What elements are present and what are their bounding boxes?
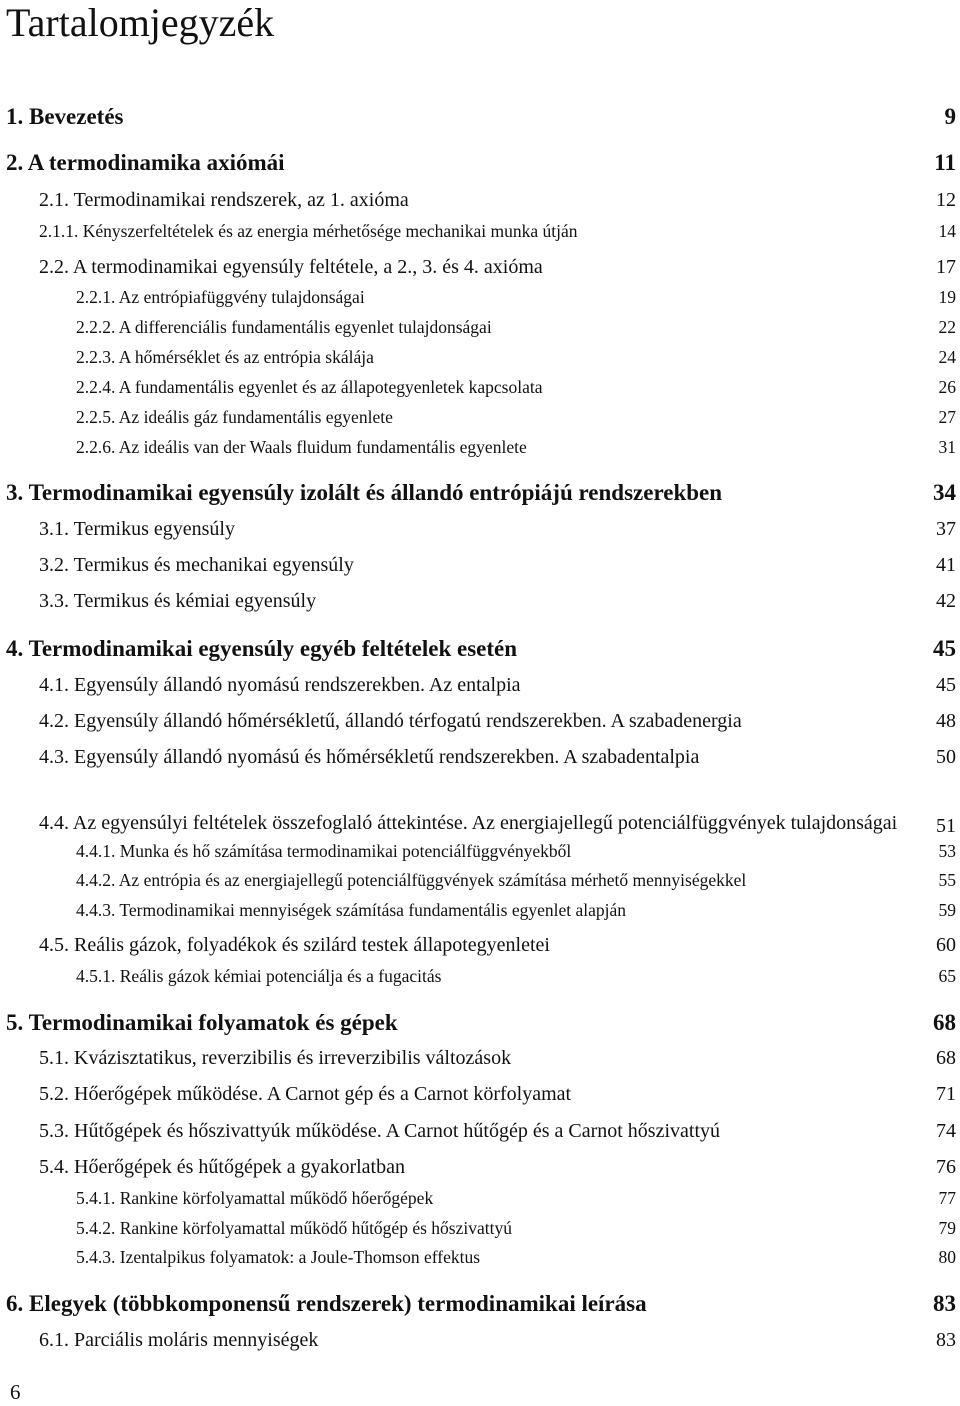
toc-entry-title: 2.2.1. Az entrópiafüggvény tulajdonságai — [76, 287, 365, 307]
toc-entry-page: 37 — [936, 518, 956, 540]
toc-entry-page: 74 — [936, 1120, 956, 1142]
toc-entry-page: 34 — [933, 480, 956, 505]
toc-entry-page: 19 — [938, 287, 956, 307]
toc-entry-page: 71 — [936, 1083, 956, 1105]
toc-entry-page: 22 — [938, 317, 956, 337]
toc-entry-title: 5. Termodinamikai folyamatok és gépek — [6, 1010, 398, 1035]
toc-entry-page: 11 — [934, 150, 956, 175]
toc-entry-page: 12 — [936, 189, 956, 211]
toc-entry[interactable] — [6, 636, 956, 666]
toc-entry-title: 5.4.3. Izentalpikus folyamatok: a Joule-Thomson effektus — [76, 1247, 481, 1267]
toc-entry[interactable] — [76, 287, 956, 313]
toc-entry-title: 2.2.4. A fundamentális egyenlet és az állapotegyenletek kapcsolata — [76, 377, 543, 397]
toc-entry-page: 41 — [936, 554, 956, 576]
toc-entry-title: 5.4. Hőerőgépek és hűtőgépek a gyakorlatban — [39, 1156, 405, 1178]
toc-entry-page: 65 — [938, 966, 956, 986]
toc-entry[interactable] — [39, 189, 956, 217]
toc-entry[interactable] — [76, 1188, 956, 1214]
toc-entry[interactable] — [6, 480, 956, 510]
toc-entry[interactable] — [76, 870, 956, 896]
toc-entry-title: 1. Bevezetés — [6, 104, 124, 129]
toc-entry-page: 55 — [938, 870, 956, 890]
toc-entry[interactable] — [39, 554, 956, 582]
toc-entry-title: 3. Termodinamikai egyensúly izolált és állandó entrópiájú rendszerekben — [6, 480, 723, 505]
toc-entry[interactable] — [76, 407, 956, 433]
toc-entry-page: 60 — [936, 934, 956, 956]
toc-entry[interactable] — [76, 1218, 956, 1244]
toc-entry[interactable] — [76, 317, 956, 343]
toc-entry-title: 5.4.2. Rankine körfolyamattal működő hűtőgép és hőszivattyú — [76, 1218, 512, 1238]
toc-entry[interactable] — [39, 1047, 956, 1075]
toc-entry-title: 3.1. Termikus egyensúly — [39, 518, 235, 540]
toc-entry-title: 6. Elegyek (többkomponensű rendszerek) termodinamikai leírása — [6, 1291, 647, 1316]
toc-entry-title: 2.1. Termodinamikai rendszerek, az 1. axióma — [39, 189, 409, 211]
toc-entry-title: 4.2. Egyensúly állandó hőmérsékletű, állandó térfogatú rendszerekben. A szabadenergia — [39, 710, 742, 732]
toc-entry-title: 2.2. A termodinamikai egyensúly feltétele, a 2., 3. és 4. axióma — [39, 256, 543, 278]
toc-entry-page: 51 — [936, 815, 956, 837]
toc-entry-page: 59 — [938, 900, 956, 920]
toc-entry[interactable] — [76, 437, 956, 463]
toc-entry-title: 5.2. Hőerőgépek működése. A Carnot gép és a Carnot körfolyamat — [39, 1083, 572, 1105]
toc-entry-title: 5.1. Kvázisztatikus, reverzibilis és irreverzibilis változások — [39, 1047, 512, 1069]
toc-entry-page: 77 — [938, 1188, 956, 1208]
toc-entry-title: 4.5.1. Reális gázok kémiai potenciálja és a fugacitás — [76, 966, 442, 986]
toc-entry-title: 6.1. Parciális moláris mennyiségek — [39, 1329, 319, 1351]
toc-entry-title: 2. A termodinamika axiómái — [6, 150, 285, 175]
page-title: Tartalomjegyzék — [6, 0, 275, 45]
toc-entry[interactable] — [76, 966, 956, 992]
toc-entry-page: 80 — [938, 1247, 956, 1267]
toc-entry[interactable] — [6, 1010, 956, 1040]
toc-entry-page: 45 — [936, 674, 956, 696]
toc-entry[interactable] — [39, 518, 956, 546]
toc-entry-page: 27 — [938, 407, 956, 427]
toc-entry-page: 45 — [933, 636, 956, 661]
toc-entry[interactable] — [39, 221, 956, 247]
toc-entry-page: 42 — [936, 590, 956, 612]
toc-entry[interactable] — [39, 674, 956, 702]
page-number: 6 — [10, 1380, 21, 1404]
toc-entry[interactable] — [39, 746, 956, 774]
toc-entry-title: 4.4. Az egyensúlyi feltételek összefoglaló áttekintése. Az energiajellegű potenciálfüggvények tulajdonságai — [39, 812, 898, 834]
toc-entry-title: 4.4.1. Munka és hő számítása termodinamikai potenciálfüggvényekből — [76, 841, 572, 861]
toc-entry-page: 24 — [938, 347, 956, 367]
toc-entry-page: 83 — [936, 1329, 956, 1351]
toc-entry[interactable] — [39, 1329, 956, 1357]
toc-entry[interactable] — [39, 710, 956, 738]
toc-entry[interactable] — [76, 1247, 956, 1273]
toc-entry-title: 3.3. Termikus és kémiai egyensúly — [39, 590, 317, 612]
toc-entry-title: 4.4.3. Termodinamikai mennyiségek számítása fundamentális egyenlet alapján — [76, 900, 627, 920]
toc-entry-title: 5.3. Hűtőgépek és hőszivattyúk működése. A Carnot hűtőgép és a Carnot hőszivattyú — [39, 1120, 720, 1142]
toc-entry-title: 4.4.2. Az entrópia és az energiajellegű potenciálfüggvények számítása mérhető mennyiségekkel — [76, 870, 747, 890]
toc-entry-title: 2.2.6. Az ideális van der Waals fluidum fundamentális egyenlete — [76, 437, 527, 457]
toc-entry-page: 83 — [933, 1291, 956, 1316]
toc-entry[interactable] — [6, 1291, 956, 1321]
toc-entry-page: 17 — [936, 256, 956, 278]
toc-entry-title: 2.1.1. Kényszerfeltételek és az energia mérhetősége mechanikai munka útján — [39, 221, 578, 241]
toc-entry[interactable] — [39, 1083, 956, 1111]
toc-entry[interactable] — [76, 377, 956, 403]
toc-entry-page: 9 — [944, 104, 956, 129]
toc-entry[interactable] — [39, 1156, 956, 1184]
toc-entry[interactable] — [39, 1120, 956, 1148]
toc-entry-page: 76 — [936, 1156, 956, 1178]
toc-entry-title: 4.1. Egyensúly állandó nyomású rendszerekben. Az entalpia — [39, 674, 521, 696]
toc-entry[interactable] — [39, 256, 956, 284]
toc-entry-title: 4.5. Reális gázok, folyadékok és szilárd testek állapotegyenletei — [39, 934, 550, 956]
toc-entry-page: 68 — [933, 1010, 956, 1035]
toc-entry[interactable] — [39, 782, 956, 838]
toc-entry-title: 2.2.2. A differenciális fundamentális egyenlet tulajdonságai — [76, 317, 492, 337]
toc-entry-title: 4.3. Egyensúly állandó nyomású és hőmérsékletű rendszerekben. A szabadentalpia — [39, 746, 700, 768]
toc-entry[interactable] — [39, 590, 956, 618]
toc-entry-title: 3.2. Termikus és mechanikai egyensúly — [39, 554, 354, 576]
toc-entry-page: 50 — [936, 746, 956, 768]
toc-entry-page: 48 — [936, 710, 956, 732]
toc-entry[interactable] — [76, 900, 956, 926]
toc-entry-page: 31 — [938, 437, 956, 457]
toc-entry[interactable] — [6, 104, 956, 134]
toc-entry-page: 79 — [938, 1218, 956, 1238]
toc-entry[interactable] — [6, 150, 956, 180]
toc-entry-page: 14 — [938, 221, 956, 241]
toc-entry-page: 26 — [938, 377, 956, 397]
toc-entry-title: 4. Termodinamikai egyensúly egyéb feltételek esetén — [6, 636, 518, 661]
toc-entry-title: 2.2.5. Az ideális gáz fundamentális egyenlete — [76, 407, 393, 427]
toc-entry-page: 68 — [936, 1047, 956, 1069]
toc-entry[interactable] — [39, 934, 956, 962]
toc-entry-title: 2.2.3. A hőmérséklet és az entrópia skálája — [76, 347, 374, 367]
toc-entry[interactable] — [76, 347, 956, 373]
toc-entry-title: 5.4.1. Rankine körfolyamattal működő hőerőgépek — [76, 1188, 434, 1208]
toc-entry[interactable] — [76, 841, 956, 867]
toc-entry-page: 53 — [938, 841, 956, 861]
